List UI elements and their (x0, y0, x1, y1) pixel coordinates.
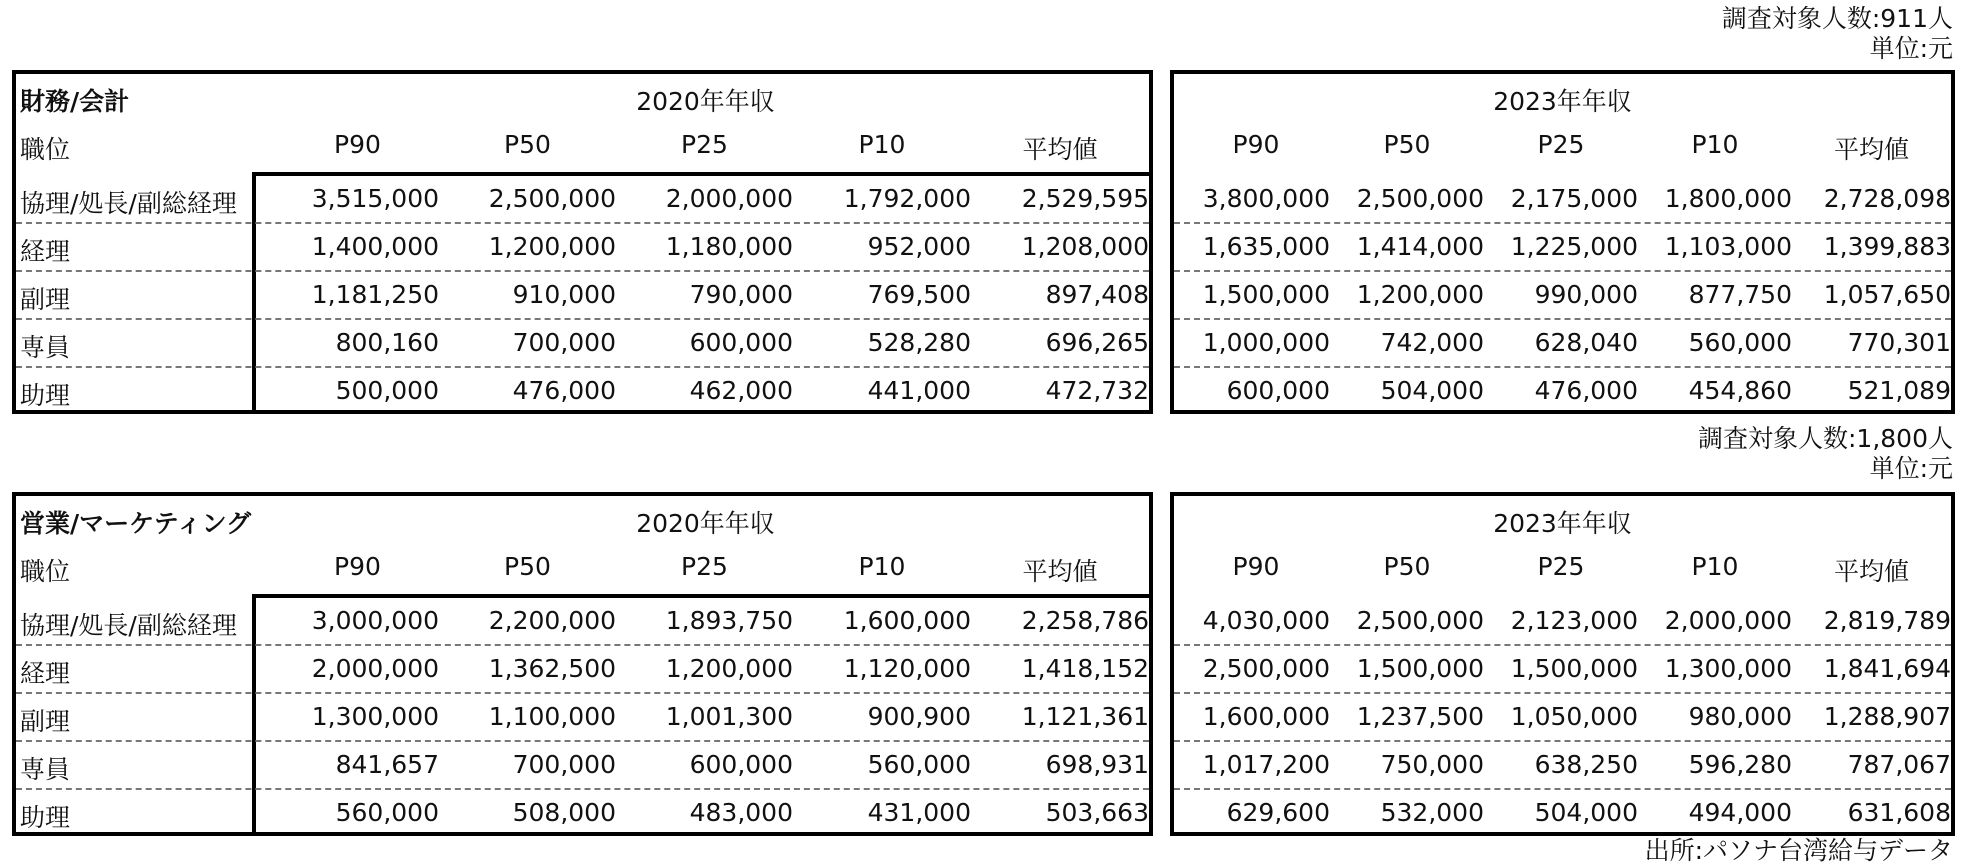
column-header: P50 (504, 130, 551, 159)
salary-value-2023: 2,500,000 (1356, 606, 1484, 635)
salary-value-2023: 504,000 (1534, 798, 1638, 827)
salary-value-2020: 790,000 (689, 280, 793, 309)
salary-value-2020: 3,000,000 (311, 606, 439, 635)
section-title: 営業/マーケティング (20, 509, 252, 538)
column-header: P10 (1691, 552, 1739, 581)
salary-value-2023: 1,288,907 (1823, 702, 1951, 731)
salary-value-2023: 750,000 (1380, 750, 1484, 779)
salary-value-2020: 560,000 (867, 750, 971, 779)
salary-value-2020: 700,000 (512, 328, 616, 357)
column-header: P25 (1537, 552, 1585, 581)
salary-value-2023: 454,860 (1688, 376, 1792, 405)
salary-value-2023: 494,000 (1688, 798, 1792, 827)
salary-value-2020: 2,529,595 (1021, 184, 1149, 213)
salary-value-2020: 900,900 (867, 702, 971, 731)
salary-value-2023: 1,050,000 (1510, 702, 1638, 731)
position-label: 協理/処長/副総経理 (20, 189, 237, 218)
salary-value-2023: 638,250 (1534, 750, 1638, 779)
column-header: P50 (504, 552, 551, 581)
salary-value-2020: 2,000,000 (311, 654, 439, 683)
salary-value-2020: 528,280 (867, 328, 971, 357)
salary-value-2020: 1,001,300 (665, 702, 793, 731)
salary-value-2020: 952,000 (867, 232, 971, 261)
row-divider (1174, 222, 1951, 224)
survey-count: 調査対象人数:1,800人 (1698, 424, 1953, 453)
salary-value-2020: 500,000 (335, 376, 439, 405)
salary-value-2020: 1,362,500 (488, 654, 616, 683)
salary-value-2020: 910,000 (512, 280, 616, 309)
salary-value-2023: 1,500,000 (1356, 654, 1484, 683)
salary-value-2020: 3,515,000 (311, 184, 439, 213)
row-divider (1174, 644, 1951, 646)
salary-value-2020: 897,408 (1045, 280, 1149, 309)
row-divider (1174, 366, 1951, 368)
salary-value-2020: 1,180,000 (665, 232, 793, 261)
salary-value-2020: 1,300,000 (311, 702, 439, 731)
salary-value-2023: 4,030,000 (1202, 606, 1330, 635)
column-header: P25 (681, 130, 728, 159)
salary-value-2020: 1,418,152 (1021, 654, 1149, 683)
row-divider (16, 692, 1149, 694)
salary-value-2023: 2,819,789 (1823, 606, 1951, 635)
salary-value-2020: 1,400,000 (311, 232, 439, 261)
salary-value-2023: 1,300,000 (1664, 654, 1792, 683)
salary-value-2023: 1,600,000 (1202, 702, 1330, 731)
salary-value-2023: 1,225,000 (1510, 232, 1638, 261)
column-header: P10 (858, 130, 906, 159)
position-header: 職位 (20, 557, 71, 586)
salary-value-2023: 600,000 (1226, 376, 1330, 405)
salary-value-2020: 472,732 (1045, 376, 1149, 405)
data-area-top-border (252, 172, 1149, 176)
column-header: P90 (334, 130, 381, 159)
unit-label: 単位:元 (1869, 454, 1953, 483)
salary-value-2023: 1,237,500 (1356, 702, 1484, 731)
salary-value-2020: 483,000 (689, 798, 793, 827)
salary-value-2020: 700,000 (512, 750, 616, 779)
unit-label: 単位:元 (1869, 34, 1953, 63)
column-header: P50 (1383, 130, 1431, 159)
position-label: 副理 (20, 707, 71, 736)
salary-value-2023: 629,600 (1226, 798, 1330, 827)
salary-value-2023: 2,175,000 (1510, 184, 1638, 213)
salary-value-2023: 476,000 (1534, 376, 1638, 405)
salary-value-2020: 2,500,000 (488, 184, 616, 213)
salary-value-2023: 504,000 (1380, 376, 1484, 405)
data-area-left-border (252, 172, 256, 410)
row-divider (16, 740, 1149, 742)
column-header: 平均値 (1022, 135, 1098, 164)
column-header: 平均値 (1022, 557, 1098, 586)
row-divider (1174, 692, 1951, 694)
salary-value-2020: 441,000 (867, 376, 971, 405)
salary-value-2023: 2,000,000 (1664, 606, 1792, 635)
salary-value-2020: 431,000 (867, 798, 971, 827)
salary-value-2023: 631,608 (1847, 798, 1951, 827)
salary-value-2020: 1,181,250 (311, 280, 439, 309)
table-2020 (12, 492, 1153, 836)
row-divider (16, 788, 1149, 790)
data-area-top-border (252, 594, 1149, 598)
salary-value-2023: 596,280 (1688, 750, 1792, 779)
row-divider (16, 644, 1149, 646)
salary-value-2023: 521,089 (1847, 376, 1951, 405)
salary-value-2020: 1,200,000 (665, 654, 793, 683)
salary-value-2023: 1,103,000 (1664, 232, 1792, 261)
salary-value-2020: 698,931 (1045, 750, 1149, 779)
salary-value-2023: 1,841,694 (1823, 654, 1951, 683)
column-header: 平均値 (1833, 135, 1909, 164)
position-label: 経理 (20, 659, 71, 688)
salary-value-2020: 2,000,000 (665, 184, 793, 213)
salary-value-2023: 877,750 (1688, 280, 1792, 309)
salary-value-2023: 787,067 (1847, 750, 1951, 779)
salary-value-2023: 770,301 (1847, 328, 1951, 357)
salary-value-2020: 508,000 (512, 798, 616, 827)
salary-value-2020: 1,208,000 (1021, 232, 1149, 261)
salary-value-2023: 1,500,000 (1202, 280, 1330, 309)
column-header: P10 (1691, 130, 1739, 159)
row-divider (16, 270, 1149, 272)
position-label: 経理 (20, 237, 71, 266)
salary-value-2023: 980,000 (1688, 702, 1792, 731)
salary-value-2020: 800,160 (335, 328, 439, 357)
salary-value-2023: 2,500,000 (1202, 654, 1330, 683)
salary-value-2023: 1,057,650 (1823, 280, 1951, 309)
salary-value-2020: 1,200,000 (488, 232, 616, 261)
salary-value-2023: 1,414,000 (1356, 232, 1484, 261)
salary-value-2020: 476,000 (512, 376, 616, 405)
salary-value-2023: 1,399,883 (1823, 232, 1951, 261)
source-note: 出所:パソナ台湾給与データ (1644, 836, 1953, 865)
salary-value-2023: 1,800,000 (1664, 184, 1792, 213)
column-header: P90 (1232, 552, 1280, 581)
salary-value-2023: 1,017,200 (1202, 750, 1330, 779)
position-header: 職位 (20, 135, 71, 164)
row-divider (1174, 270, 1951, 272)
column-header: P25 (1537, 130, 1585, 159)
salary-value-2020: 1,100,000 (488, 702, 616, 731)
row-divider (1174, 788, 1951, 790)
salary-value-2020: 696,265 (1045, 328, 1149, 357)
salary-value-2020: 769,500 (867, 280, 971, 309)
salary-value-2023: 532,000 (1380, 798, 1484, 827)
salary-value-2023: 628,040 (1534, 328, 1638, 357)
data-area-left-border (252, 594, 256, 832)
row-divider (16, 318, 1149, 320)
position-label: 助理 (20, 381, 71, 410)
salary-value-2023: 2,728,098 (1823, 184, 1951, 213)
year-2020-label: 2020年年収 (636, 87, 775, 116)
year-2023-label: 2023年年収 (1493, 509, 1632, 538)
salary-value-2020: 600,000 (689, 328, 793, 357)
salary-value-2020: 1,600,000 (843, 606, 971, 635)
table-2023 (1170, 70, 1955, 414)
salary-value-2023: 560,000 (1688, 328, 1792, 357)
survey-count: 調査対象人数:911人 (1721, 4, 1953, 33)
year-2023-label: 2023年年収 (1493, 87, 1632, 116)
row-divider (16, 366, 1149, 368)
salary-value-2023: 1,635,000 (1202, 232, 1330, 261)
salary-value-2023: 1,200,000 (1356, 280, 1484, 309)
position-label: 専員 (20, 333, 71, 362)
column-header: 平均値 (1833, 557, 1909, 586)
salary-value-2020: 1,893,750 (665, 606, 793, 635)
salary-value-2023: 1,000,000 (1202, 328, 1330, 357)
salary-value-2020: 503,663 (1045, 798, 1149, 827)
salary-value-2023: 742,000 (1380, 328, 1484, 357)
position-label: 協理/処長/副総経理 (20, 611, 237, 640)
salary-value-2023: 2,123,000 (1510, 606, 1638, 635)
column-header: P50 (1383, 552, 1431, 581)
column-header: P90 (334, 552, 381, 581)
row-divider (1174, 318, 1951, 320)
table-2020 (12, 70, 1153, 414)
salary-value-2020: 841,657 (335, 750, 439, 779)
position-label: 副理 (20, 285, 71, 314)
salary-value-2023: 3,800,000 (1202, 184, 1330, 213)
salary-value-2023: 990,000 (1534, 280, 1638, 309)
salary-value-2020: 560,000 (335, 798, 439, 827)
salary-value-2020: 2,258,786 (1021, 606, 1149, 635)
row-divider (1174, 740, 1951, 742)
row-divider (16, 222, 1149, 224)
position-label: 助理 (20, 803, 71, 832)
salary-value-2023: 1,500,000 (1510, 654, 1638, 683)
year-2020-label: 2020年年収 (636, 509, 775, 538)
salary-value-2023: 2,500,000 (1356, 184, 1484, 213)
salary-value-2020: 1,792,000 (843, 184, 971, 213)
position-label: 専員 (20, 755, 71, 784)
column-header: P25 (681, 552, 728, 581)
section-title: 財務/会計 (20, 87, 130, 116)
salary-value-2020: 462,000 (689, 376, 793, 405)
salary-value-2020: 2,200,000 (488, 606, 616, 635)
table-2023 (1170, 492, 1955, 836)
salary-value-2020: 1,121,361 (1021, 702, 1149, 731)
column-header: P90 (1232, 130, 1280, 159)
salary-value-2020: 600,000 (689, 750, 793, 779)
salary-value-2020: 1,120,000 (843, 654, 971, 683)
column-header: P10 (858, 552, 906, 581)
